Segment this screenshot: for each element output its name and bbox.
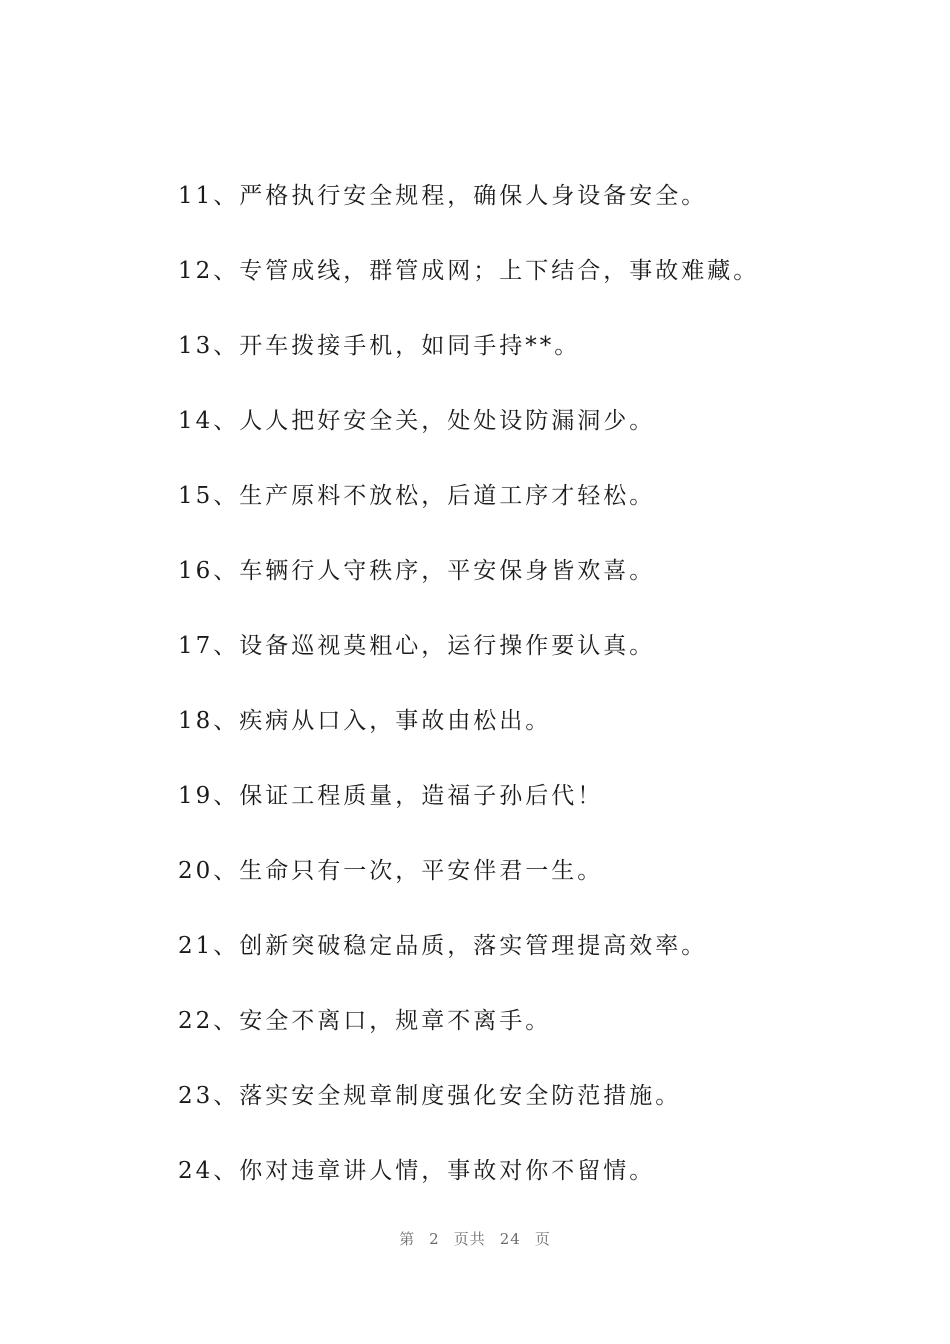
list-item: 13、开车拨接手机，如同手持**。 <box>178 333 581 359</box>
list-item: 12、专管成线，群管成网；上下结合，事故难藏。 <box>178 258 760 284</box>
list-item: 18、疾病从口入，事故由松出。 <box>178 708 552 734</box>
footer-middle: 页共 <box>453 1230 486 1248</box>
list-item: 14、人人把好安全关，处处设防漏洞少。 <box>178 408 656 434</box>
list-item: 24、你对违章讲人情，事故对你不留情。 <box>178 1158 656 1184</box>
footer-suffix: 页 <box>534 1230 551 1248</box>
total-pages-number: 24 <box>499 1230 521 1248</box>
list-item: 16、车辆行人守秩序，平安保身皆欢喜。 <box>178 558 656 584</box>
slogan-list <box>178 176 878 1226</box>
page-footer <box>0 1228 950 1249</box>
current-page-number: 2 <box>429 1230 440 1248</box>
list-item: 17、设备巡视莫粗心，运行操作要认真。 <box>178 633 656 659</box>
list-item: 19、保证工程质量，造福子孙后代！ <box>178 783 604 809</box>
list-item: 23、落实安全规章制度强化安全防范措施。 <box>178 1083 682 1109</box>
list-item: 22、安全不离口，规章不离手。 <box>178 1008 552 1034</box>
list-item: 21、创新突破稳定品质，落实管理提高效率。 <box>178 933 708 959</box>
list-item: 11、严格执行安全规程，确保人身设备安全。 <box>178 183 708 209</box>
list-item: 20、生命只有一次，平安伴君一生。 <box>178 858 604 884</box>
list-item: 15、生产原料不放松，后道工序才轻松。 <box>178 483 656 509</box>
footer-prefix: 第 <box>399 1230 416 1248</box>
